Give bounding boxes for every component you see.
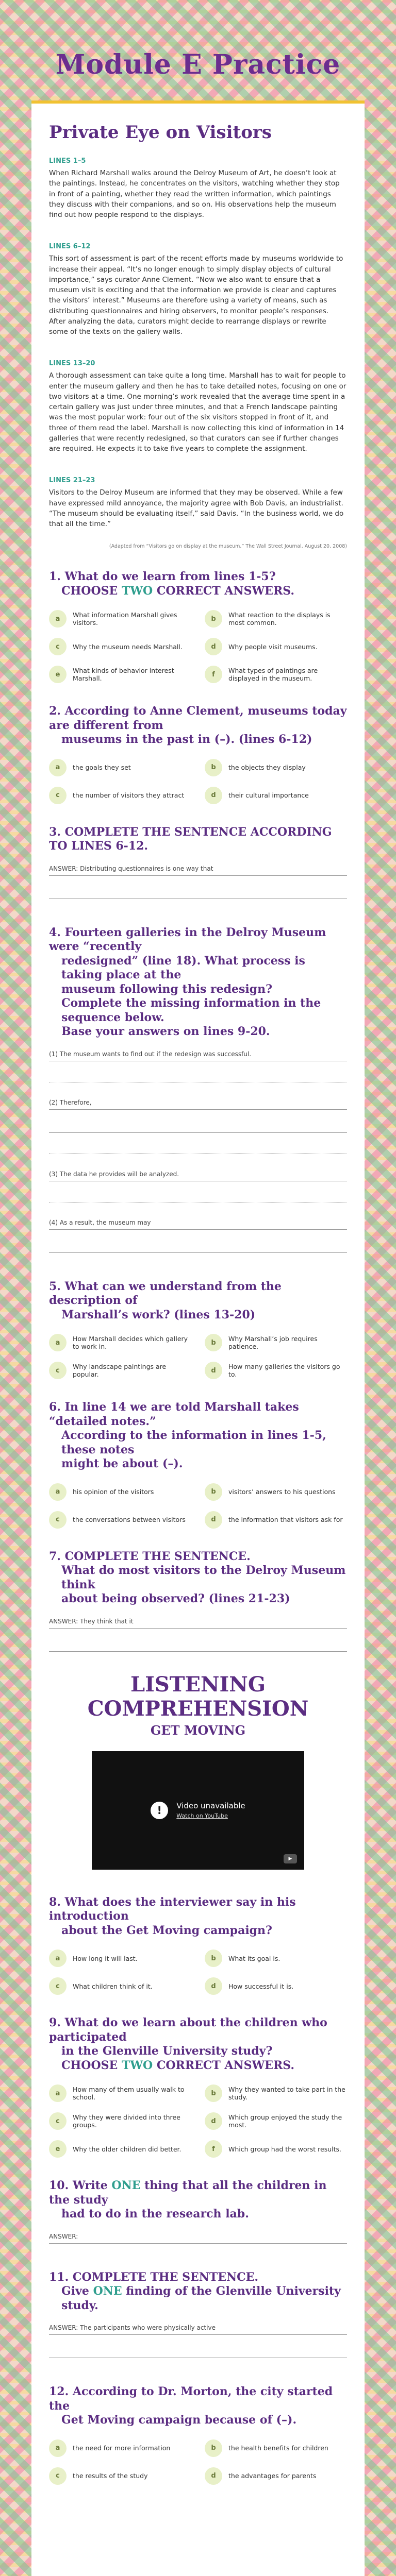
option-letter: a — [49, 610, 67, 628]
question-text-continued: Base your answers on lines 9-20. — [61, 1025, 270, 1039]
answer-input[interactable]: (2) Therefore, — [49, 1097, 347, 1110]
question-text: 8. What does the interviewer say in his introduction — [49, 1895, 296, 1923]
page-banner — [0, 0, 396, 100]
spacer — [49, 2252, 347, 2270]
option-text: the health benefits for children — [228, 2444, 328, 2452]
question-9-title — [49, 2016, 347, 2073]
answer-input[interactable]: ANSWER: — [49, 2231, 347, 2244]
content-card — [31, 100, 365, 2576]
option-text: How many of them usually walk to school. — [73, 2086, 185, 2102]
instruction-part: CHOOSE — [61, 2058, 122, 2072]
answer-option[interactable] — [49, 1947, 191, 1970]
reading-passage — [49, 157, 347, 549]
option-text: the goals they set — [73, 764, 131, 772]
question-4-title — [49, 926, 347, 1039]
question-6-options — [49, 1481, 347, 1531]
listening-subtitle: GET MOVING — [150, 1722, 246, 1738]
option-letter: f — [205, 2140, 222, 2158]
question-text-continued: about being observed? (lines 21-23) — [61, 1592, 290, 1606]
option-text: Which group enjoyed the study the most. — [228, 2113, 342, 2129]
option-letter: d — [205, 1511, 222, 1529]
answer-option[interactable] — [49, 784, 191, 807]
listening-title: LISTENING COMPREHENSION — [87, 1672, 309, 1721]
option-letter: b — [205, 1483, 222, 1501]
answer-option[interactable] — [49, 1975, 191, 1997]
answer-option[interactable] — [49, 2437, 191, 2460]
answer-option[interactable] — [205, 1359, 347, 1382]
option-letter: b — [205, 2439, 222, 2457]
lines-label: LINES 21–23 — [49, 477, 95, 485]
option-letter: b — [205, 759, 222, 776]
answer-option[interactable] — [49, 2465, 191, 2487]
question-3-title: 3. COMPLETE THE SENTENCE ACCORDING TO LINES 6-12. — [49, 825, 332, 853]
instruction-part: CHOOSE — [61, 584, 122, 598]
option-letter: b — [205, 1334, 222, 1351]
question-text-continued: What do most visitors to the Delroy Museum think — [61, 1564, 346, 1591]
question-text: 4. Fourteen galleries in the Delroy Museum were “recently — [49, 925, 326, 954]
question-text: 11. COMPLETE THE SENTENCE. — [49, 2270, 259, 2284]
question-2-title — [49, 704, 347, 747]
instruction-highlight: ONE — [93, 2284, 122, 2298]
question-instruction — [49, 584, 347, 599]
option-letter: d — [205, 1362, 222, 1379]
question-text-continued: According to the information in lines 1-5, these notes — [61, 1429, 326, 1456]
question-text-continued: Complete the missing information in the sequence below. — [61, 996, 321, 1024]
option-text: What reaction to the displays is most common. — [228, 611, 331, 627]
question-8-title — [49, 1895, 347, 1938]
option-text: What types of paintings are displayed in the museum. — [228, 667, 318, 683]
answer-option[interactable] — [49, 2110, 191, 2132]
answer-option[interactable] — [205, 635, 347, 658]
passage-paragraph: A thorough assessment can take quite a long time. Marshall has to wait for people to enter the museum gallery and then he has to take detailed notes, focusing on one or two visitors at a time. One morning’s work revealed that the average time spent in a certain gallery was just under three minutes, and that a French landscape painting was the most popular work: four out of the six visitors stopped in front of it, and three of them read the label. Marshall is now collecting this kind of information in 14 galleries that were recently redesigned, so that curators can see if further changes are required. He expects it to take five years to complete the assignment. — [49, 371, 346, 453]
option-text: his opinion of the visitors — [73, 1488, 154, 1496]
answer-option[interactable] — [49, 2138, 191, 2160]
spacer — [49, 2366, 347, 2385]
option-letter: a — [49, 2084, 67, 2102]
spacer — [49, 1261, 347, 1280]
option-letter: a — [49, 759, 67, 776]
question-7-title — [49, 1550, 347, 1606]
question-1-options — [49, 607, 347, 686]
option-letter: e — [49, 2140, 67, 2158]
option-text: What kinds of behavior interest Marshall. — [73, 667, 174, 683]
lines-label: LINES 6–12 — [49, 243, 91, 251]
answer-option[interactable] — [205, 2138, 347, 2160]
option-text: the advantages for parents — [228, 2472, 317, 2480]
option-text: What its goal is. — [228, 1954, 280, 1962]
question-text-continued: museum following this redesign? — [61, 982, 272, 996]
option-text: How successful it is. — [228, 1982, 294, 1990]
info-icon: ! — [151, 1802, 168, 1819]
answer-option[interactable] — [205, 1331, 347, 1354]
video-unavailable-text: Video unavailable — [176, 1801, 245, 1811]
option-text: the conversations between visitors — [73, 1516, 186, 1524]
option-text: Why people visit museums. — [228, 642, 318, 651]
option-letter: e — [49, 666, 67, 683]
answer-input-continuation[interactable] — [49, 1118, 347, 1133]
instruction-part: Give — [61, 2284, 93, 2298]
youtube-logo-icon[interactable]: ▶ — [284, 1854, 297, 1863]
option-letter: c — [49, 787, 67, 804]
option-letter: d — [205, 638, 222, 655]
option-letter: f — [205, 666, 222, 683]
passage-paragraph: This sort of assessment is part of the recent efforts made by museums worldwide to increase their appeal. “It’s no longer enough to simply display objects of cultural importance,” says curator Anne Clement. “Now we also want to ensure that a museum visit is exciting and that the information we provide is clear and captures the visitors’ interest.” Museums are therefore using a variety of means, such as distributing questionnaires and hiring observers, to monitor people’s responses. After analyzing the data, curators might decide to rearrange displays or rewrite some of the texts on the gallery walls. — [49, 255, 343, 336]
title-part: 10. Write — [49, 2179, 112, 2193]
option-text: What children think of it. — [73, 1982, 153, 1990]
answer-option[interactable] — [49, 1481, 191, 1503]
option-text: the number of visitors they attract — [73, 791, 185, 800]
option-text: the results of the study — [73, 2472, 148, 2480]
banner-title: Module E Practice — [55, 49, 341, 80]
question-text: 12. According to Dr. Morton, the city started the — [49, 2385, 333, 2413]
video-player[interactable] — [92, 1751, 304, 1870]
question-text-continued: Get Moving campaign because of (–). — [61, 2413, 297, 2427]
question-text-continued: might be about (–). — [61, 1457, 183, 1471]
spacer — [49, 1070, 347, 1082]
answer-option[interactable] — [49, 663, 191, 686]
answer-input-continuation[interactable] — [49, 2343, 347, 2358]
option-letter: c — [49, 1511, 67, 1529]
instruction-part: CORRECT ANSWERS. — [153, 584, 294, 598]
question-text — [49, 2179, 326, 2207]
question-text: 6. In line 14 we are told Marshall takes “detailed notes.” — [49, 1400, 299, 1428]
spacer — [49, 1141, 347, 1154]
option-text: the information that visitors ask for — [228, 1516, 343, 1524]
answer-input[interactable]: ANSWER: They think that it — [49, 1616, 347, 1629]
option-letter: b — [205, 1950, 222, 1967]
question-text-continued: redesigned” (line 18). What process is taking place at the — [61, 954, 305, 982]
answer-option[interactable] — [205, 607, 347, 630]
question-9-options — [49, 2082, 347, 2160]
instruction-highlight: TWO — [121, 2058, 153, 2072]
option-letter: a — [49, 1950, 67, 1967]
question-text: 7. COMPLETE THE SENTENCE. — [49, 1549, 251, 1563]
option-letter: d — [205, 2112, 222, 2130]
option-letter: b — [205, 610, 222, 628]
spacer — [49, 907, 347, 926]
answer-option[interactable] — [205, 1481, 347, 1503]
option-letter: d — [205, 787, 222, 804]
question-instruction — [49, 2284, 347, 2313]
answer-option[interactable] — [49, 635, 191, 658]
option-letter: b — [205, 2084, 222, 2102]
option-letter: d — [205, 1977, 222, 1995]
option-text: How long it will last. — [73, 1954, 138, 1962]
lines-label: LINES 1–5 — [49, 157, 86, 165]
sequence-step: (1) The museum wants to find out if the redesign was successful. — [49, 1048, 347, 1061]
answer-input[interactable]: ANSWER: The participants who were physically active — [49, 2322, 347, 2335]
question-2-options — [49, 756, 347, 807]
answer-option[interactable] — [205, 2465, 347, 2487]
sequence-step: (3) The data he provides will be analyzed. — [49, 1168, 347, 1181]
question-text-continued: Marshall’s work? (lines 13-20) — [61, 1308, 256, 1321]
question-text-continued: museums in the past in (–). (lines 6-12) — [61, 733, 312, 747]
lines-label: LINES 13–20 — [49, 360, 95, 368]
option-text: Why landscape paintings are popular. — [73, 1363, 167, 1379]
question-8-options — [49, 1947, 347, 1997]
answer-option[interactable] — [205, 1509, 347, 1531]
answer-option[interactable] — [49, 1509, 191, 1531]
question-10-title — [49, 2179, 347, 2222]
question-text: 2. According to Anne Clement, museums today are different from — [49, 704, 347, 732]
reading-title: Private Eye on Visitors — [49, 122, 272, 143]
answer-option[interactable] — [49, 607, 191, 630]
option-letter: c — [49, 2467, 67, 2485]
answer-option[interactable] — [205, 2110, 347, 2132]
video-message — [176, 1801, 245, 1819]
answer-option[interactable] — [205, 1947, 347, 1970]
question-5-title — [49, 1280, 347, 1323]
spacer — [49, 1190, 347, 1202]
instruction-part: finding of the Glenville University study. — [61, 2284, 341, 2312]
question-12-options — [49, 2437, 347, 2487]
option-text: the need for more information — [73, 2444, 171, 2452]
question-text: 5. What can we understand from the description of — [49, 1279, 282, 1308]
option-text: What information Marshall gives visitors. — [73, 611, 177, 627]
option-text: How Marshall decides which gallery to work in. — [73, 1335, 188, 1351]
option-text: Why they wanted to take part in the study. — [228, 2086, 345, 2102]
question-6-title — [49, 1400, 347, 1471]
option-text: Why Marshall’s job requires patience. — [228, 1335, 318, 1351]
answer-option[interactable] — [205, 663, 347, 686]
instruction-part: CORRECT ANSWERS. — [153, 2058, 294, 2072]
answer-input-continuation[interactable] — [49, 1637, 347, 1652]
option-text: visitors’ answers to his questions — [228, 1488, 336, 1496]
answer-option[interactable] — [205, 1975, 347, 1997]
option-letter: c — [49, 1362, 67, 1379]
option-letter: a — [49, 1483, 67, 1501]
answer-option[interactable] — [205, 756, 347, 779]
option-letter: c — [49, 1977, 67, 1995]
title-highlight: ONE — [111, 2179, 141, 2193]
option-text: How many galleries the visitors go to. — [228, 1363, 340, 1379]
option-letter: a — [49, 1334, 67, 1351]
listening-section-heading — [49, 1672, 347, 1738]
answer-input-continuation[interactable] — [49, 884, 347, 899]
option-letter: c — [49, 638, 67, 655]
option-text: Why the museum needs Marshall. — [73, 642, 183, 651]
question-instruction — [49, 2059, 347, 2073]
passage-paragraph: Visitors to the Delroy Museum are informed that they may be observed. While a few have expressed mild annoyance, the majority agree with Bob Davis, an industrialist. “The museum should be evaluating itself,” said Davis. “In the business world, we do that all the time.” — [49, 488, 344, 528]
question-11-title — [49, 2270, 347, 2313]
answer-option[interactable] — [49, 1359, 191, 1382]
watch-on-youtube-link[interactable]: Watch on YouTube — [176, 1812, 228, 1820]
title-part: thing that all the children in the study — [49, 2179, 327, 2207]
answer-option[interactable] — [49, 2082, 191, 2105]
answer-option[interactable] — [205, 784, 347, 807]
answer-option[interactable] — [49, 756, 191, 779]
question-5-options — [49, 1331, 347, 1382]
option-text: Why they were divided into three groups. — [73, 2113, 180, 2129]
answer-option[interactable] — [49, 1331, 191, 1354]
option-text: Which group had the worst results. — [228, 2145, 342, 2153]
question-text: 9. What do we learn about the children who participated — [49, 2016, 327, 2044]
option-text: their cultural importance — [228, 791, 309, 800]
answer-option[interactable] — [205, 2082, 347, 2105]
instruction-highlight: TWO — [121, 584, 153, 598]
option-letter: a — [49, 2439, 67, 2457]
question-1-title — [49, 570, 347, 598]
passage-source: (Adapted from “Visitors go on display at the museum,” The Wall Street Journal, August 20, 2008) — [109, 544, 347, 550]
answer-input[interactable]: (4) As a result, the museum may — [49, 1217, 347, 1230]
option-letter: c — [49, 2112, 67, 2130]
passage-paragraph: When Richard Marshall walks around the Delroy Museum of Art, he doesn’t look at the paintings. Instead, he concentrates on the visitors, watching whether they stop in front of a painting, whether they read the written information, which paintings they discuss with their companions, and so on. His observations help the museum find out how people respond to the displays. — [49, 169, 340, 219]
option-text: the objects they display — [228, 764, 306, 772]
option-text: Why the older children did better. — [73, 2145, 182, 2153]
answer-input-continuation[interactable] — [49, 1238, 347, 1253]
option-letter: d — [205, 2467, 222, 2485]
question-text: 1. What do we learn from lines 1-5? — [49, 570, 276, 584]
question-text-continued: had to do in the research lab. — [61, 2207, 249, 2221]
answer-option[interactable] — [205, 2437, 347, 2460]
question-12-title — [49, 2385, 347, 2428]
question-text-continued: about the Get Moving campaign? — [61, 1923, 272, 1937]
question-text-continued: in the Glenville University study? — [61, 2044, 273, 2058]
answer-input[interactable]: ANSWER: Distributing questionnaires is one way that — [49, 863, 347, 876]
